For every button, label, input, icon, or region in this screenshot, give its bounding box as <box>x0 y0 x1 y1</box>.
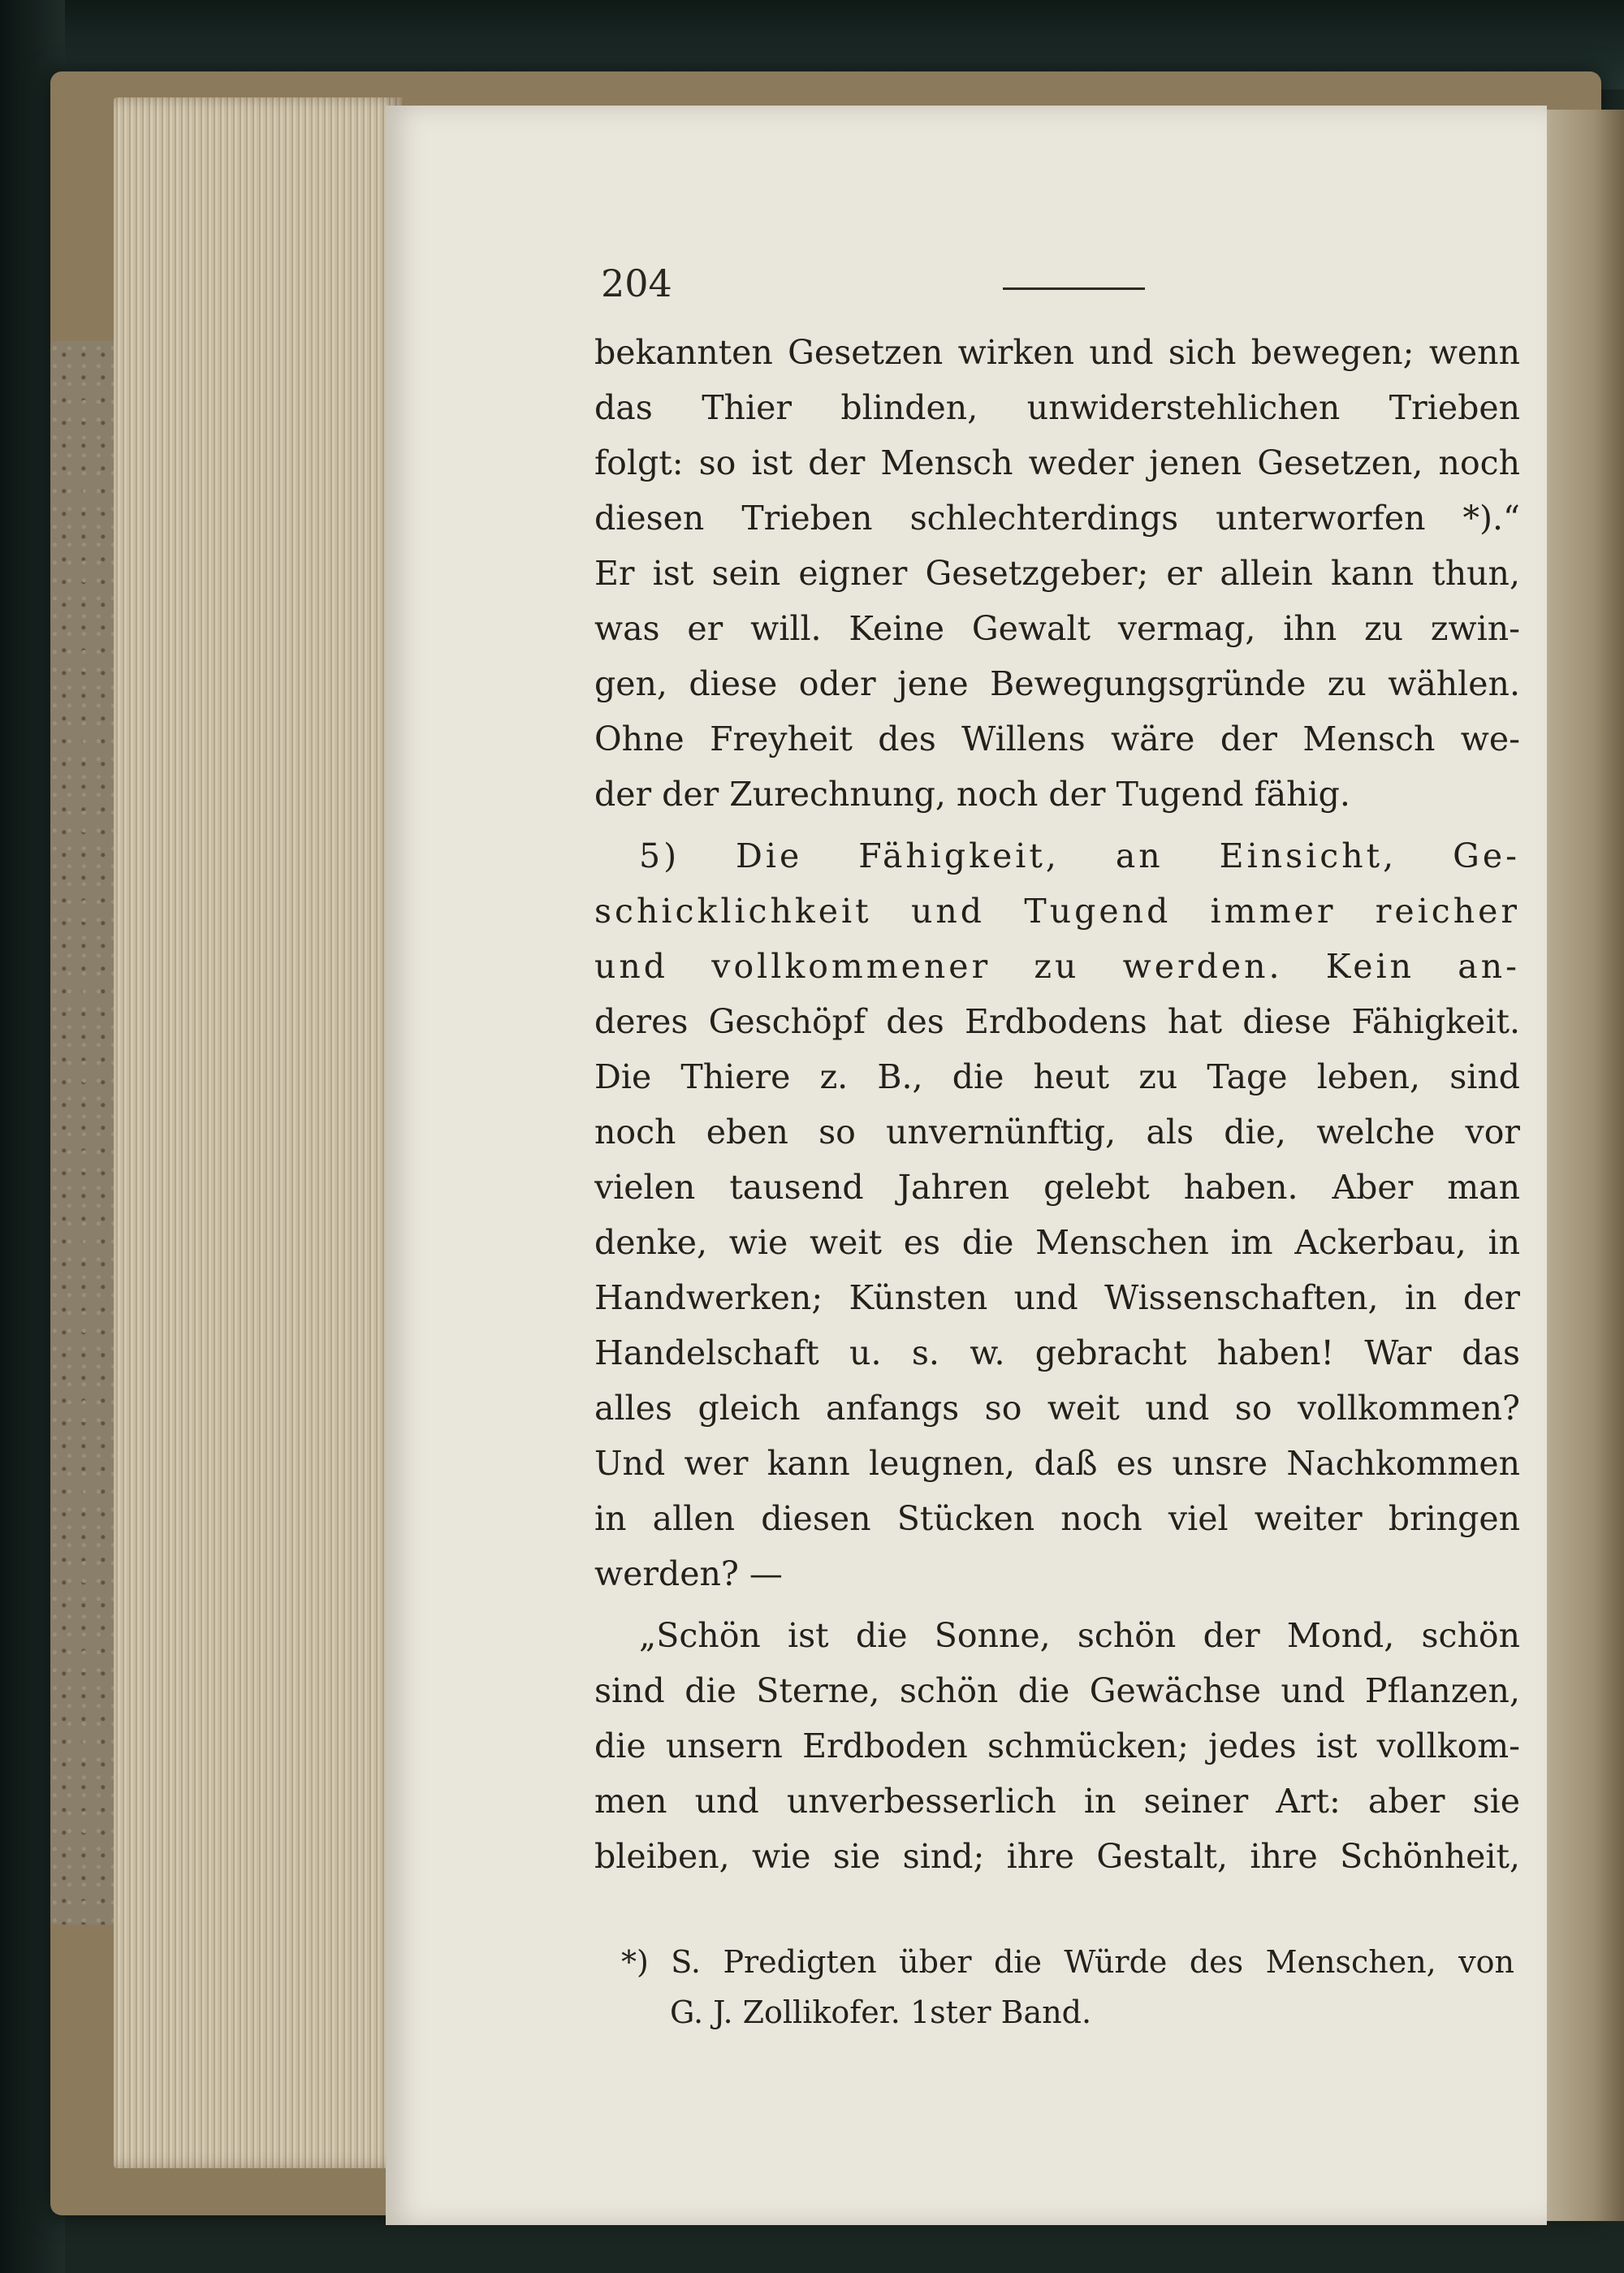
text-line: Ohne Freyheit des Willens wäre der Mensch we- <box>594 719 1520 758</box>
footnote-line: G. J. Zollikofer. 1ster Band. <box>670 1994 1092 2030</box>
text-line: in allen diesen Stücken noch viel weiter bringen <box>594 1499 1520 1538</box>
section-heading-line: 5) Die Fähigkeit, an Einsicht, Ge- <box>639 836 1520 875</box>
footnote-line: *) S. Predigten über die Würde des Menschen, von <box>621 1944 1514 1980</box>
text-line: die unsern Erdboden schmücken; jedes ist vollkom- <box>594 1726 1520 1765</box>
text-line: denke, wie weit es die Menschen im Ackerbau, in <box>594 1223 1520 1262</box>
facing-page-edge <box>1547 110 1624 2221</box>
text-line: gen, diese oder jene Bewegungsgründe zu wählen. <box>594 664 1520 703</box>
text-line: diesen Trieben schlechterdings unterworfen *).“ <box>594 499 1520 538</box>
text-line: werden? — <box>594 1554 783 1593</box>
text-line: Er ist sein eigner Gesetzgeber; er allein kann thun, <box>594 554 1520 593</box>
paragraph-quote <box>594 1608 1520 1884</box>
text-line: alles gleich anfangs so weit und so vollkommen? <box>594 1389 1520 1428</box>
text-line: Handelschaft u. s. w. gebracht haben! War das <box>594 1333 1520 1372</box>
footnote <box>621 1937 1514 2037</box>
text-line: vielen tausend Jahren gelebt haben. Aber man <box>594 1168 1520 1207</box>
paragraph-continuation <box>594 325 1520 822</box>
section-heading-line: und vollkommener zu werden. Kein an- <box>594 947 1520 986</box>
body-text <box>594 325 1520 1884</box>
text-line: Und wer kann leugnen, daß es unsre Nachkommen <box>594 1444 1520 1483</box>
text-line: deres Geschöpf des Erdbodens hat diese Fähigkeit. <box>594 1002 1520 1041</box>
text-line: der der Zurechnung, noch der Tugend fähig. <box>594 775 1350 814</box>
text-line: sind die Sterne, schön die Gewächse und Pflanzen, <box>594 1671 1520 1710</box>
text-line: noch eben so unvernünftig, als die, welche vor <box>594 1113 1520 1152</box>
page-edges-stack <box>114 97 402 2168</box>
text-line: folgt: so ist der Mensch weder jenen Gesetzen, noch <box>594 443 1520 482</box>
text-line: das Thier blinden, unwiderstehlichen Trieben <box>594 388 1520 427</box>
header-rule <box>1003 287 1145 290</box>
text-line: was er will. Keine Gewalt vermag, ihn zu zwin- <box>594 609 1520 648</box>
text-line: bleiben, wie sie sind; ihre Gestalt, ihre Schönheit, <box>594 1837 1520 1876</box>
page-number: 204 <box>601 261 672 305</box>
page-header <box>601 261 1535 310</box>
section-heading-line: schicklichkeit und Tugend immer reicher <box>594 892 1520 931</box>
paragraph-section-5 <box>594 828 1520 1601</box>
text-line: Handwerken; Künsten und Wissenschaften, in der <box>594 1278 1520 1317</box>
text-line: „Schön ist die Sonne, schön der Mond, schön <box>639 1616 1520 1655</box>
text-line: bekannten Gesetzen wirken und sich bewegen; wenn <box>594 333 1520 372</box>
text-line: men und unverbesserlich in seiner Art: aber sie <box>594 1782 1520 1821</box>
text-line: Die Thiere z. B., die heut zu Tage leben, sind <box>594 1057 1520 1096</box>
